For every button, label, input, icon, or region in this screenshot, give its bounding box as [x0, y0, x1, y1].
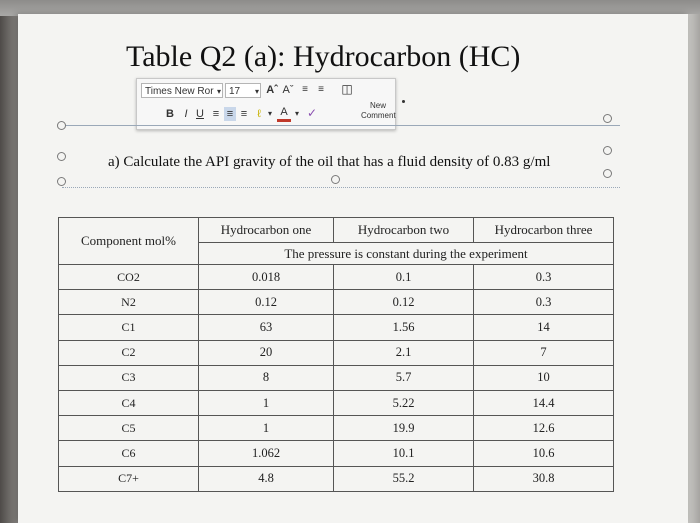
table-row [59, 416, 614, 441]
value-cell: 63 [199, 315, 334, 340]
resize-handle[interactable] [603, 114, 612, 123]
table-row [59, 315, 614, 340]
resize-handle[interactable] [603, 169, 612, 178]
value-cell: 1.062 [199, 441, 334, 466]
value-cell: 8 [199, 365, 334, 390]
component-cell: N2 [59, 290, 199, 315]
value-cell: 0.3 [474, 290, 614, 315]
underline-button[interactable]: U [196, 108, 204, 120]
table-row [59, 466, 614, 491]
chevron-down-icon[interactable]: ▾ [294, 109, 299, 118]
value-cell: 12.6 [474, 416, 614, 441]
grow-font-button[interactable]: Aˆ [266, 84, 278, 96]
value-cell: 10.6 [474, 441, 614, 466]
value-cell: 14 [474, 315, 614, 340]
component-cell: C5 [59, 416, 199, 441]
value-cell: 7 [474, 340, 614, 365]
column-header: Hydrocarbon one [199, 218, 334, 243]
value-cell: 0.12 [334, 290, 474, 315]
numbering-icon[interactable]: ≡ [318, 84, 324, 95]
component-cell: C3 [59, 365, 199, 390]
value-cell: 0.3 [474, 265, 614, 290]
value-cell: 55.2 [334, 466, 474, 491]
toolbar-dot [402, 100, 405, 103]
column-header: Hydrocarbon three [474, 218, 614, 243]
component-cell: C7+ [59, 466, 199, 491]
align-left-icon[interactable]: ≡ [212, 108, 220, 120]
window-edge [688, 14, 700, 523]
column-header: Component mol% [59, 218, 199, 265]
value-cell: 5.22 [334, 390, 474, 415]
table-note: The pressure is constant during the experiment [199, 243, 614, 265]
highlight-icon[interactable]: ℓ [257, 108, 261, 120]
document-page [18, 14, 688, 523]
font-color-button[interactable] [277, 105, 291, 122]
table-row [59, 290, 614, 315]
value-cell: 19.9 [334, 416, 474, 441]
font-size-select[interactable] [225, 83, 261, 98]
font-size-value: 17 [229, 86, 241, 97]
value-cell: 14.4 [474, 390, 614, 415]
resize-handle[interactable] [57, 152, 66, 161]
component-cell: C1 [59, 315, 199, 340]
format-painter-icon[interactable]: ✓ [306, 106, 318, 120]
value-cell: 0.018 [199, 265, 334, 290]
table-row [59, 340, 614, 365]
table-row [59, 390, 614, 415]
bold-button[interactable]: B [166, 108, 174, 120]
align-center-icon[interactable]: ≡ [224, 107, 236, 121]
resize-handle[interactable] [57, 121, 66, 130]
new-comment-label-1: New [369, 101, 386, 110]
component-cell: C6 [59, 441, 199, 466]
value-cell: 10.1 [334, 441, 474, 466]
column-header: Hydrocarbon two [334, 218, 474, 243]
value-cell: 5.7 [334, 365, 474, 390]
chevron-down-icon[interactable]: ▾ [267, 109, 272, 118]
value-cell: 1 [199, 390, 334, 415]
new-comment-label-2: Comment [361, 111, 396, 120]
font-name-value: Times New Ror [145, 86, 214, 97]
value-cell: 20 [199, 340, 334, 365]
styles-icon[interactable]: ◫ [341, 82, 353, 96]
component-cell: C4 [59, 390, 199, 415]
textbox-border-bottom [62, 187, 620, 188]
chevron-down-icon: ▾ [216, 87, 221, 96]
resize-handle[interactable] [603, 146, 612, 155]
value-cell: 0.1 [334, 265, 474, 290]
component-cell: C2 [59, 340, 199, 365]
component-cell: CO2 [59, 265, 199, 290]
font-name-select[interactable] [141, 83, 223, 98]
textbox-border-top [62, 125, 620, 126]
table-row [59, 441, 614, 466]
value-cell: 4.8 [199, 466, 334, 491]
bullets-icon[interactable]: ≡ [302, 84, 308, 95]
italic-button[interactable]: I [184, 108, 188, 120]
shrink-font-button[interactable]: Aˇ [282, 84, 294, 96]
resize-handle[interactable] [57, 177, 66, 186]
value-cell: 2.1 [334, 340, 474, 365]
table-row [59, 265, 614, 290]
table-row [59, 365, 614, 390]
hydrocarbon-table [58, 217, 614, 492]
value-cell: 30.8 [474, 466, 614, 491]
value-cell: 10 [474, 365, 614, 390]
document-title: Table Q2 (a): Hydrocarbon (HC) [126, 40, 521, 73]
align-right-icon[interactable]: ≡ [240, 108, 248, 120]
question-text[interactable]: a) Calculate the API gravity of the oil that has a fluid density of 0.83 g/ml [108, 154, 551, 170]
mini-format-toolbar [136, 78, 396, 130]
value-cell: 0.12 [199, 290, 334, 315]
value-cell: 1.56 [334, 315, 474, 340]
resize-handle[interactable] [331, 175, 340, 184]
new-comment-button[interactable] [361, 101, 395, 121]
value-cell: 1 [199, 416, 334, 441]
font-color-label: A [280, 106, 288, 118]
chevron-down-icon: ▾ [254, 87, 259, 96]
monitor-bezel [0, 16, 18, 523]
